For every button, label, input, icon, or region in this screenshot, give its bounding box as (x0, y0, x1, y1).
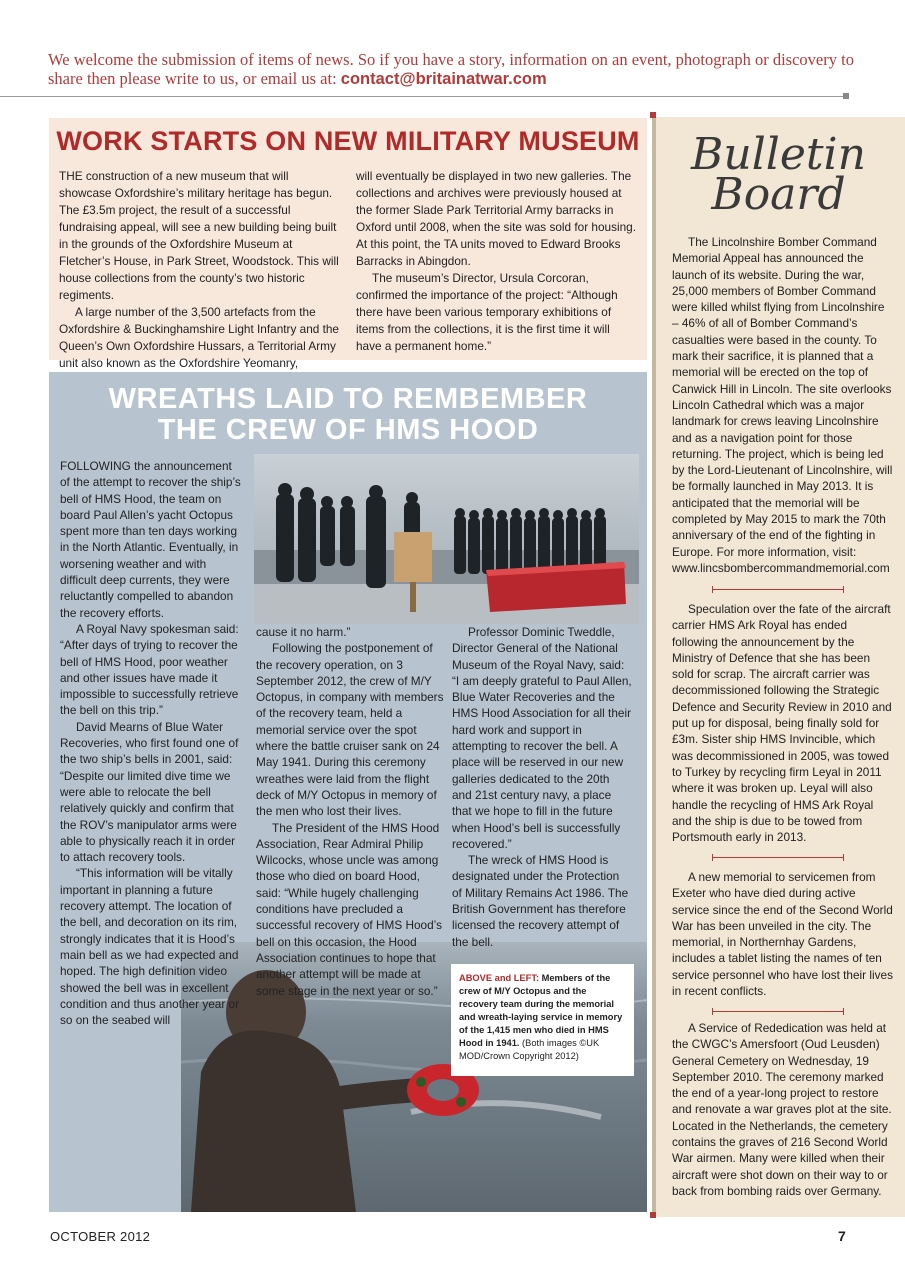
museum-headline: WORK STARTS ON NEW MILITARY MUSEUM (56, 126, 640, 156)
contact-email-link[interactable]: contact@britainatwar.com (340, 70, 547, 88)
bulletin-item (672, 869, 894, 999)
hood-paragraph: A Royal Navy spokesman said: “After days of trying to recover the bell of HMS Hood, poor weather and other issues have made it impossible to successfully retrieve the bell on this trip.” (60, 621, 239, 718)
bulletin-paragraph: Speculation over the fate of the aircraft carrier HMS Ark Royal has ended following the announcement by the Ministry of Defence that she has been sold for scrap. The aircraft carrier was decommissioned following the Strategic Defence and Security Review in 2010 and put up for disposal, being finally sold for £3m. Sister ship HMS Invincible, which was decommissioned in 2005, was towed to Turkey by recycling firm Leyal in 2011 where it was broken up. Leyal will also handle the recycling of HMS Ark Royal and the ship is due to be towed from Portsmouth early in 2013. (672, 602, 892, 845)
hood-column-1 (60, 458, 242, 1028)
corner-marker (650, 1212, 656, 1218)
hood-paragraph: Following the postponement of the recovery operation, on 3 September 2012, the crew of M/Y Octopus, in company with members of the recovery team, held a memorial service over the spot where the battle cruiser sank on 24 May 1941. During this ceremony wreathes were laid from the flight deck of M/Y Octopus in memory of the men who lost their lives. (256, 641, 444, 819)
bulletin-edge (652, 117, 656, 1217)
museum-paragraph: A large number of the 3,500 artefacts from the Oxfordshire & Buckinghamshire Light Infantry and the Queen’s Own Oxfordshire Hussars, a Territorial Army unit also known as the Oxfordshire Yeomanry, (59, 305, 339, 370)
bulletin-paragraph: A Service of Rededication was held at the CWGC’s Amersfoort (Oud Leusden) General Cemetery on Wednesday, 19 September 2010. The ceremony marked the end of a year-long project to restore and renovate a war graves plot at the site. Located in the Netherlands, the cemetery contains the graves of 216 Second World War airmen. Many were killed when their aircraft were shot down on their way to or back from bombing raids over Germany. (672, 1021, 892, 1198)
museum-paragraph: The museum’s Director, Ursula Corcoran, confirmed the importance of the project: “Although there have been various temporary exhibitions of items from the collections, it is the first time it will have a permanent home.” (356, 271, 618, 353)
hood-headline-line-2: THE CREW OF HMS HOOD (157, 414, 539, 446)
memorial-service-photo (254, 454, 639, 624)
museum-paragraph: THE construction of a new museum that will showcase Oxfordshire’s military heritage has begun. The £3.5m project, the result of a successful fundraising appeal, will see a new building being built in the grounds of the Oxfordshire Museum at Fletcher’s House, in Park Street, Woodstock. This will house collections from the county’s two historic regiments. (59, 169, 339, 302)
bulletin-separator (712, 589, 844, 590)
bulletin-item (672, 234, 894, 576)
museum-article (49, 118, 647, 370)
hood-column-3 (452, 624, 632, 950)
header-divider (0, 96, 848, 97)
caption-text: Members of the crew of M/Y Octopus and the recovery team during the memorial and wreath-laying service in memory of the 1,415 men who died in HMS Hood in 1941. (459, 973, 623, 1048)
issue-date: OCTOBER 2012 (50, 1229, 151, 1244)
bulletin-paragraph: The Lincolnshire Bomber Command Memorial Appeal has announced the launch of its website. During the war, 25,000 members of Bomber Command were killed whilst flying from Lincolnshire – 46% of all of Bomber Command’s casualties were based in the county. To mark their sacrifice, it is planned that a memorial will be erected on the top of Canwick Hill in Lincoln. The site overlooks Lincoln Cathedral which was a major landmark for crews leaving Lincolnshire and as a navigation point for those returning. The project, which is being led by the Lord-Lieutenant of Lincolnshire, will be formally launched in May 2013. It is anticipated that the memorial will be completed by May 2015 to mark the 70th anniversary of the end of the fighting in Europe. For more information, visit: www.lincsbombercommandmemorial.com (672, 235, 893, 575)
hood-column-2 (256, 624, 444, 999)
hood-paragraph: The President of the HMS Hood Association, Rear Admiral Philip Wilcocks, whose uncle was among those who died on board Hood, said: “While hugely challenging conditions have precluded a successful recovery of HMS Hood’s bell on this occasion, the Hood Association continues to hope that another attempt will be made at some stage in the next year or so.” (256, 820, 442, 998)
caption-lead: ABOVE and LEFT: (459, 973, 540, 983)
photo-caption (451, 964, 634, 1076)
header-divider-marker (843, 93, 849, 99)
corner-marker (650, 112, 656, 118)
bulletin-item (672, 1020, 894, 1199)
submission-notice (48, 50, 868, 89)
bulletin-board (652, 117, 905, 1217)
museum-column-2 (356, 168, 638, 355)
bulletin-paragraph: A new memorial to servicemen from Exeter who have died during active service since the end of the Second World War has been unveiled in the city. The memorial, in Northernhay Gardens, includes a tablet listing the names of ten service personnel who have lost their lives in recent conflicts. (672, 870, 893, 999)
hood-article (49, 372, 647, 1212)
hood-paragraph: Professor Dominic Tweddle, Director General of the National Museum of the Royal Navy, said: “I am deeply grateful to Paul Allen, Blue Water Recoveries and the HMS Hood Association for all their hard work and support in attempting to recover the bell. A place will be reserved in our new galleries dedicated to the 20th and 21st century navy, a place that we hope to fill in the future when Hood’s bell is successfully recovered.” (452, 625, 632, 851)
caption-credit: (Both images ©UK MOD/Crown Copyright 2012) (459, 1038, 600, 1061)
hood-paragraph: The wreck of HMS Hood is designated under the Protection of Military Remains Act 1986. The British Government has therefore licensed the recovery attempt of the bell. (452, 853, 629, 949)
bulletin-title-line-2: Board (711, 169, 846, 220)
page-number: 7 (838, 1228, 846, 1244)
museum-paragraph: will eventually be displayed in two new galleries. The collections and archives were previously housed at the former Slade Park Territorial Army barracks in Oxford until 2008, when the site was sold for housing. At this point, the TA units moved to Edward Brooks Barracks in Abingdon. (356, 169, 637, 268)
bulletin-title-line-1: Bulletin (691, 129, 866, 180)
hood-headline-line-1: WREATHS LAID TO REMBEMBER (108, 383, 588, 415)
hood-paragraph: “This information will be vitally important in planning a future recovery attempt. The location of the bell, and decoration on its rim, strongly indicates that it is Hood’s main bell as we had expected and hoped. The high definition video showed the bell was in excellent condition and thus another year or so on the seabed will (60, 866, 240, 1028)
hood-paragraph: David Mearns of Blue Water Recoveries, who first found one of the two ship’s bells in 2001, said: “Despite our limited dive time we were able to relocate the bell relatively quickly and confirm that the ROV’s manipulator arms were able to physically reach it in order to attach recovery tools. (60, 719, 239, 865)
bulletin-board-title (652, 129, 905, 220)
bulletin-item (672, 601, 894, 845)
bulletin-separator (712, 857, 844, 858)
hood-headline (49, 384, 647, 446)
bulletin-separator (712, 1011, 844, 1012)
hood-paragraph: FOLLOWING the announcement of the attempt to recover the ship’s bell of HMS Hood, the team on board Paul Allen’s yacht Octopus spent more than ten days working in the North Atlantic. Eventually, in worsening weather and with difficult deep currents, they were reluctantly compelled to abandon the recovery efforts. (60, 459, 241, 620)
museum-column-1 (59, 168, 339, 372)
submission-text: We welcome the submission of items of news. So if you have a story, information on an event, photograph or discovery to share then please write to us, or email us at: (48, 50, 854, 88)
hood-paragraph: cause it no harm.” (256, 625, 351, 639)
